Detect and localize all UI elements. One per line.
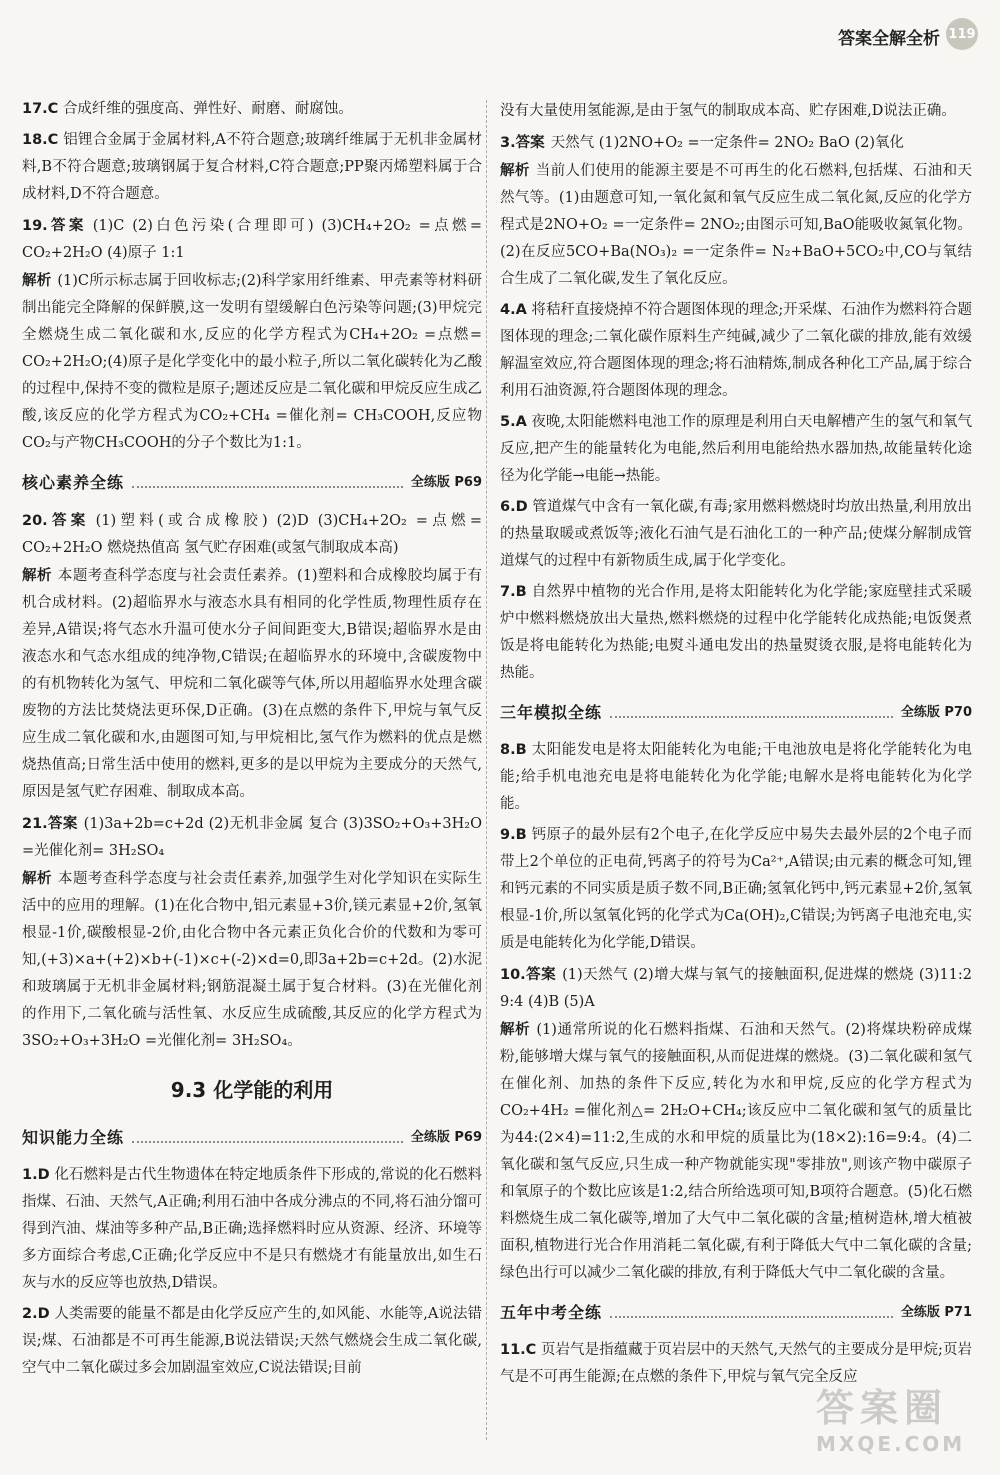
left-column	[22, 96, 482, 1386]
header-title: 答案全解全析	[838, 29, 940, 49]
question-7: 7.B 自然界中植物的光合作用,是将太阳能转化为化学能;家庭壁挂式采暖炉中燃料燃烧放出大量热,燃料燃烧的过程中化学能转化成热能;电饭煲煮饭是将电能转化为热能;电熨斗通电发出的热量熨烫衣服,是将电能转化为热能。	[500, 584, 973, 681]
question-18: 18.C 铝锂合金属于金属材料,A不符合题意;玻璃纤维属于无机非金属材料,B不符合题意;玻璃钢属于复合材料,C符合题意;PP聚丙烯塑料属于合成材料,D不符合题意。	[22, 132, 482, 202]
site-watermark: 答案圈 MXQE.COM	[816, 1386, 966, 1456]
section-knowledge-ability: 知识能力全练 全练版 P69	[22, 1127, 482, 1147]
question-11: 11.C 页岩气是指蕴藏于页岩层中的天然气,天然气的主要成分是甲烷;页岩气是不可再生能源;在点燃的条件下,甲烷与氧气完全反应	[500, 1342, 973, 1385]
section-core-literacy: 核心素养全练 全练版 P69	[22, 472, 482, 492]
chapter-title: 9.3 化学能的利用	[170, 1078, 334, 1102]
question-10: 10.答案 (1)天然气 (2)增大煤与氧气的接触面积,促进煤的燃烧 (3)11:2 9:4 (4)B (5)A 解析 (1)通常所说的化石燃料指煤、石油和天然气。(2)将煤块粉碎成煤粉,能够增大煤与氧气的接触面积,从而促进煤的燃烧。(3)二氧化碳和氢气在催化剂、加热的条件下反应,转化为水和甲烷,反应的化学方程式为CO₂+4H₂ =催化剂△= 2H₂O+CH₄;该反应中二氧化碳和氢气的质量比为44:(2×4)=11:2,生成的水和甲烷的质量比为(18×2):16=9:4。(4)二氧化碳和氢气反应,只生成一种产物就能实现"零排放",则该产物中碳原子和氧原子的个数比应该是1:2,结合所给选项可知,B项符合题意。(5)化石燃料燃烧生成二氧化碳等,增加了大气中二氧化碳的含量;植树造林,增大植被面积,植物进行光合作用消耗二氧化碳,有利于降低大气中二氧化碳的含量;绿色出行可以减少二氧化碳的排放,有利于降低大气中二氧化碳的含量。	[500, 966, 973, 1281]
question-1: 1.D 化石燃料是古代生物遗体在特定地质条件下形成的,常说的化石燃料指煤、石油、天然气,A正确;利用石油中各成分沸点的不同,将石油分馏可得到汽油、煤油等多种产品,B正确;选择燃料时应从资源、经济、环境等多方面综合考虑,C正确;化学反应中不是只有燃烧才有能量放出,如生石灰与水的反应等也放热,D错误。	[22, 1167, 483, 1291]
right-column	[500, 98, 972, 1395]
question-2: 2.D 人类需要的能量不都是由化学反应产生的,如风能、水能等,A说法错误;煤、石油都是不可再生能源,B说法错误;天然气燃烧会生成二氧化碳,空气中二氧化碳过多会加剧温室效应,C说法错误;目前	[22, 1306, 483, 1376]
question-4: 4.A 将秸秆直接烧掉不符合题图体现的理念;开采煤、石油作为燃料符合题图体现的理念;二氧化碳作原料生产纯碱,减少了二氧化碳的排放,能有效缓解温室效应,符合题图体现的理念;将石油精炼,制成各种化工产品,属于综合利用石油资源,符合题图体现的理念。	[500, 302, 973, 399]
question-3: 3.答案 天然气 (1)2NO+O₂ =一定条件= 2NO₂ BaO (2)氧化 解析 当前人们使用的能源主要是不可再生的化石燃料,包括煤、石油和天然气等。(1)由题意可知,一氧化氮和氧气反应生成二氧化氮,反应的化学方程式是2NO+O₂ =一定条件= 2NO₂;由图示可知,BaO能吸收氮氧化物。(2)在反应5CO+Ba(NO₃)₂ =一定条件= N₂+BaO+5CO₂中,CO与氧结合生成了二氧化碳,发生了氧化反应。	[500, 134, 973, 287]
question-21: 21.答案 (1)3a+2b=c+2d (2)无机非金属 复合 (3)3SO₂+O₃+3H₂O =光催化剂= 3H₂SO₄ 解析 本题考查科学态度与社会责任素养,加强学生对化学知识在实际生活中的应用的理解。(1)在化合物中,铝元素显+3价,镁元素显+2价,氢氧根显-1价,碳酸根显-2价,由化合物中各元素正负化合价的代数和为零可知,(+3)×a+(+2)×b+(-1)×c+(-2)×d=0,即3a+2b=c+2d。(2)水泥和玻璃属于无机非金属材料;钢筋混凝土属于复合材料。(3)在光催化剂的作用下,二氧化硫与活性氧、水反应生成硫酸,其反应的化学方程式为3SO₂+O₃+3H₂O =光催化剂= 3H₂SO₄。	[22, 815, 483, 1049]
page-header	[0, 0, 1000, 60]
question-6: 6.D 管道煤气中含有一氧化碳,有毒;家用燃料燃烧时均放出热量,利用放出的热量取暖或煮饭等;液化石油气是石油化工的一种产品;使煤分解制成管道煤气的过程中有新物质生成,属于化学变化。	[500, 499, 973, 569]
column-divider	[486, 100, 488, 1440]
section-five-year-exam: 五年中考全练 全练版 P71	[500, 1302, 972, 1322]
page-number-badge: 119	[946, 18, 978, 50]
question-20: 20.答案 (1)塑料(或合成橡胶) (2)D (3)CH₄+2O₂ =点燃= CO₂+2H₂O 燃烧热值高 氢气贮存困难(或氢气制取成本高) 解析 本题考查科学态度与社会责任素养。(1)塑料和合成橡胶均属于有机合成材料。(2)超临界水与液态水具有相同的化学性质,物理性质存在差异,A错误;将气态水升温可使水分子间间距变大,B错误;超临界水是由液态水和气态水组成的纯净物,C错误;在超临界水的环境中,含碳废物中的有机物转化为氢气、甲烷和二氧化碳等气体,所以用超临界水处理含碳废物的方法比焚烧法更环保,D正确。(3)在点燃的条件下,甲烷与氧气反应生成二氧化碳和水,由题图可知,与甲烷相比,氢气作为燃料的优点是燃烧热值高;日常生活中使用的燃料,更多的是以甲烷为主要成分的天然气,原因是氢气贮存困难、制取成本高。	[22, 512, 483, 800]
question-19: 19.答案 (1)C (2)白色污染(合理即可) (3)CH₄+2O₂ =点燃= CO₂+2H₂O (4)原子 1:1 解析 (1)C所示标志属于回收标志;(2)科学家用纤维素、甲壳素等材料研制出能完全降解的保鲜膜,这一发明有望缓解白色污染等问题;(3)甲烷完全燃烧生成二氧化碳和水,反应的化学方程式为CH₄+2O₂ =点燃= CO₂+2H₂O;(4)原子是化学变化中的最小粒子,所以二氧化碳转化为乙酸的过程中,保持不变的微粒是原子;题述反应是二氧化碳和甲烷反应生成乙酸,该反应的化学方程式为CO₂+CH₄ =催化剂= CH₃COOH,反应物CO₂与产物CH₃COOH的分子个数比为1:1。	[22, 217, 482, 451]
question-9: 9.B 钙原子的最外层有2个电子,在化学反应中易失去最外层的2个电子而带上2个单位的正电荷,钙离子的符号为Ca²⁺,A错误;由元素的概念可知,锂和钙元素的不同实质是质子数不同,B正确;氢氧化钙中,钙元素显+2价,氢氧根显-1价,所以氢氧化钙的化学式为Ca(OH)₂,C错误;为钙离子电池充电,实质是电能转化为化学能,D错误。	[500, 827, 973, 951]
question-5: 5.A 夜晚,太阳能燃料电池工作的原理是利用白天电解槽产生的氢气和氧气反应,把产生的能量转化为电能,然后利用电能给热水器加热,故能量转化途径为化学能→电能→热能。	[500, 414, 972, 484]
section-three-year-mock: 三年模拟全练 全练版 P70	[500, 702, 972, 722]
question-2-continued: 没有大量使用氢能源,是由于氢气的制取成本高、贮存困难,D说法正确。	[500, 103, 956, 119]
question-17: 17.C 合成纤维的强度高、弹性好、耐磨、耐腐蚀。	[22, 101, 353, 117]
question-8: 8.B 太阳能发电是将太阳能转化为电能;干电池放电是将化学能转化为电能;给手机电池充电是将电能转化为化学能;电解水是将电能转化为化学能。	[500, 742, 972, 812]
